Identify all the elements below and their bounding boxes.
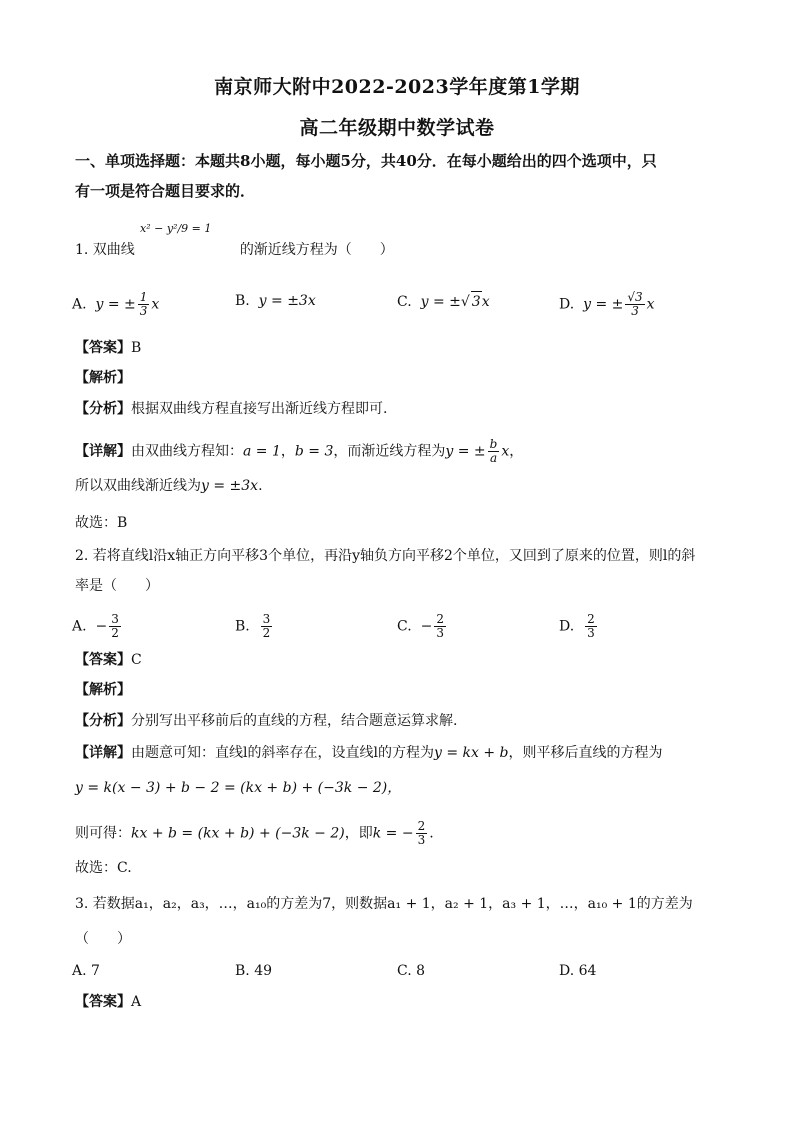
q2-option-a: A. − $\frac{3}{2}$ xyxy=(72,612,119,640)
q1-analysis: 【解析】 xyxy=(75,370,131,386)
q1-conclusion: 所以双曲线渐近线为y = ±3x. xyxy=(75,478,263,494)
exam-subtitle: 高二年级期中数学试卷 xyxy=(299,117,495,139)
q1-fenxi: 【分析】根据双曲线方程直接写出渐近线方程即可. xyxy=(75,401,388,417)
exam-title: 南京师大附中2022-2023学年度第1学期 xyxy=(214,76,580,98)
q1-option-d: D. y = ± $\frac{√3}{3}$ x xyxy=(559,290,655,318)
q3-option-b: B. 49 xyxy=(235,963,273,979)
q2-option-b: B. $\frac{3}{2}$ xyxy=(235,612,271,640)
q2-fenxi: 【分析】分别写出平移前后的直线的方程，结合题意运算求解. xyxy=(75,713,458,729)
q3-stem-line2: （ ） xyxy=(75,931,131,947)
q1-option-b: B. y = ±3x xyxy=(235,293,316,309)
q1-option-a: A. y = ± $\frac{1}{3}$ x xyxy=(72,290,160,318)
q3-option-a: A. 7 xyxy=(72,963,100,979)
q1-suffix: 的渐近线方程为（ ） xyxy=(239,242,394,258)
q2-stem-line2: 率是（ ） xyxy=(75,578,159,594)
section-heading-line1: 一、单项选择题：本题共8小题，每小题5分，共40分．在每小题给出的四个选项中，只 xyxy=(75,152,657,170)
q2-detail: 【详解】由题意可知：直线l的斜率存在，设直线l的方程为y = kx + b，则平移后直线的方程为 xyxy=(75,745,663,761)
q2-translated-equation: y = k(x − 3) + b − 2 = (kx + b) + (−3k − 2)， xyxy=(75,780,402,796)
section-heading-line2: 有一项是符合题目要求的． xyxy=(75,182,256,200)
q1-hyperbola-equation: x² − y²/9 = 1 xyxy=(140,222,212,235)
q2-option-d: D. $\frac{2}{3}$ xyxy=(559,612,595,640)
q3-answer: 【答案】A xyxy=(75,994,142,1010)
q2-analysis: 【解析】 xyxy=(75,682,131,698)
q2-choose: 故选：C. xyxy=(75,860,132,876)
q3-option-d: D. 64 xyxy=(559,963,597,979)
q1-detail: 【详解】由双曲线方程知：a = 1，b = 3，而渐近线方程为y = ± $\frac{b}{a}$ x， xyxy=(75,437,524,465)
q2-answer: 【答案】C xyxy=(75,652,142,668)
q1-prefix: 1. 双曲线 xyxy=(75,242,135,258)
q2-option-c: C. − $\frac{2}{3}$ xyxy=(397,612,444,640)
q1-stem xyxy=(75,240,394,260)
q2-derivation: 则可得：kx + b = (kx + b) + (−3k − 2)，即k = − $\frac{2}{3}$ . xyxy=(75,819,434,847)
q3-stem-line1: 3. 若数据a₁，a₂，a₃，…，a₁₀的方差为7，则数据a₁ + 1，a₂ + 1，a₃ + 1，…，a₁₀ + 1的方差为 xyxy=(75,896,693,912)
q1-choose: 故选：B xyxy=(75,515,128,531)
q1-answer: 【答案】B xyxy=(75,340,142,356)
q2-stem-line1: 2. 若将直线l沿x轴正方向平移3个单位，再沿y轴负方向平移2个单位，又回到了原来的位置，则l的斜 xyxy=(75,548,696,564)
q1-option-c: C. y = ±√ 3x xyxy=(397,291,490,312)
q3-option-c: C. 8 xyxy=(397,963,426,979)
